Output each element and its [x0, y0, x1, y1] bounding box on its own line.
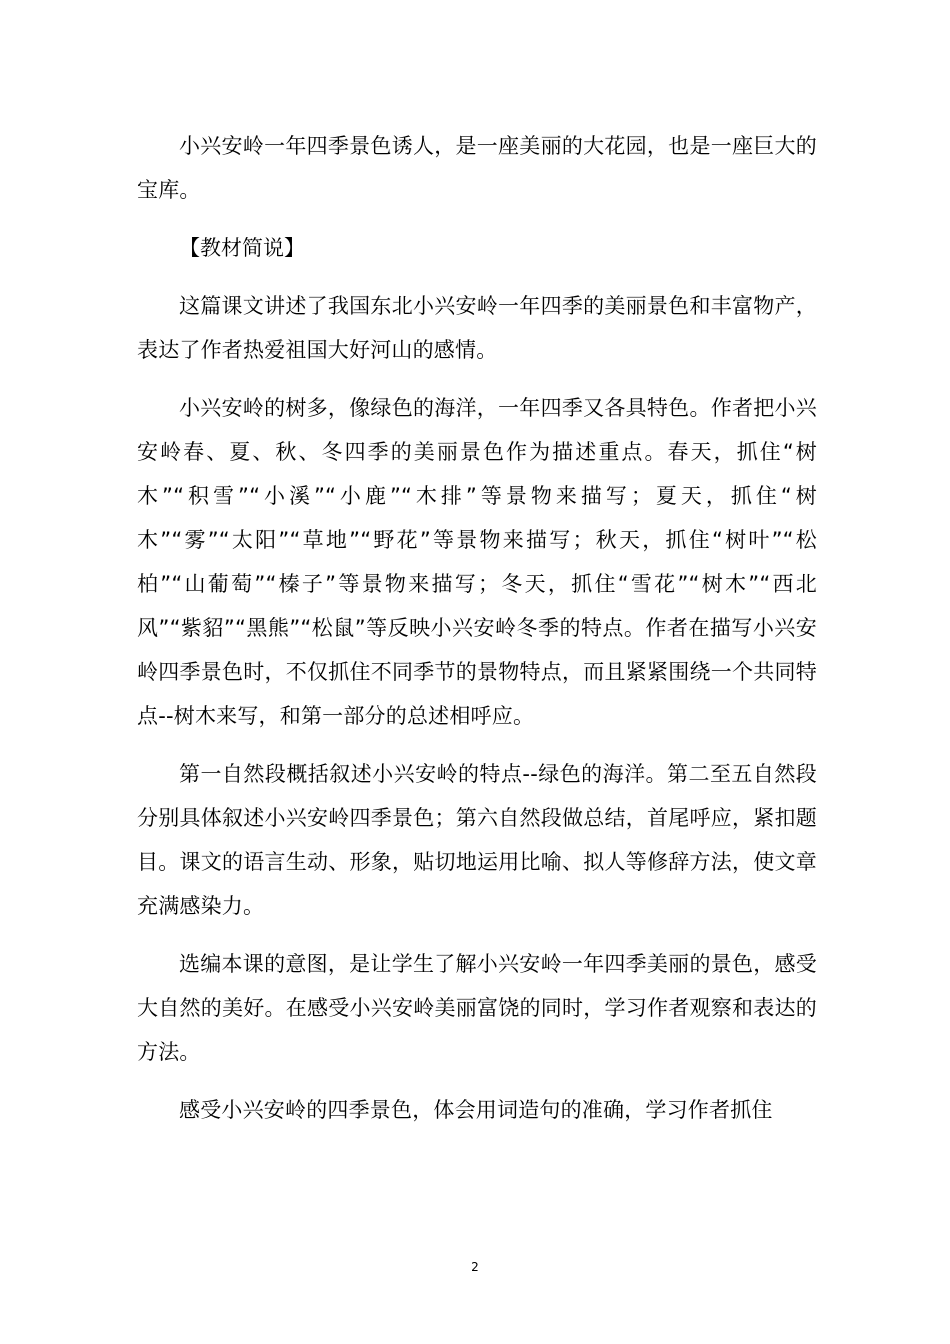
page-number: 2: [471, 1260, 479, 1274]
paragraph-intro-summary: 小兴安岭一年四季景色诱人，是一座美丽的大花园，也是一座巨大的宝库。: [137, 134, 817, 202]
paragraph-lesson-overview: 这篇课文讲述了我国东北小兴安岭一年四季的美丽景色和丰富物产，表达了作者热爱祖国大好河山的感情。: [137, 294, 817, 362]
paragraph-four-seasons-detail: 小兴安岭的树多，像绿色的海洋，一年四季又各具特色。作者把小兴安岭春、夏、秋、冬四季的美丽景色作为描述重点。春天，抓住“树木”“积雪”“小溪”“小鹿”“木排”等景物来描写；夏天，抓住“树木”“雾”“太阳”“草地”“野花”等景物来描写；秋天，抓住“树叶”“松柏”“山葡萄”“榛子”等景物来描写；冬天，抓住“雪花”“树木”“西北风”“紫貂”“黑熊”“松鼠”等反映小兴安岭冬季的特点。作者在描写小兴安岭四季景色时，不仅抓住不同季节的景物特点，而且紧紧围绕一个共同特点--树木来写，和第一部分的总述相呼应。: [137, 396, 817, 728]
paragraph-structure: 第一自然段概括叙述小兴安岭的特点--绿色的海洋。第二至五自然段分别具体叙述小兴安岭四季景色；第六自然段做总结，首尾呼应，紧扣题目。课文的语言生动、形象，贴切地运用比喻、拟人等修辞方法，使文章充满感染力。: [137, 762, 817, 918]
section-heading-textbook-overview: 【教材简说】: [179, 236, 305, 260]
document-body: [137, 124, 817, 1146]
paragraph-learning-goal: 感受小兴安岭的四季景色，体会用词造句的准确，学习作者抓住: [179, 1098, 773, 1122]
paragraph-intent: 选编本课的意图，是让学生了解小兴安岭一年四季美丽的景色，感受大自然的美好。在感受小兴安岭美丽富饶的同时，学习作者观察和表达的方法。: [137, 952, 817, 1064]
